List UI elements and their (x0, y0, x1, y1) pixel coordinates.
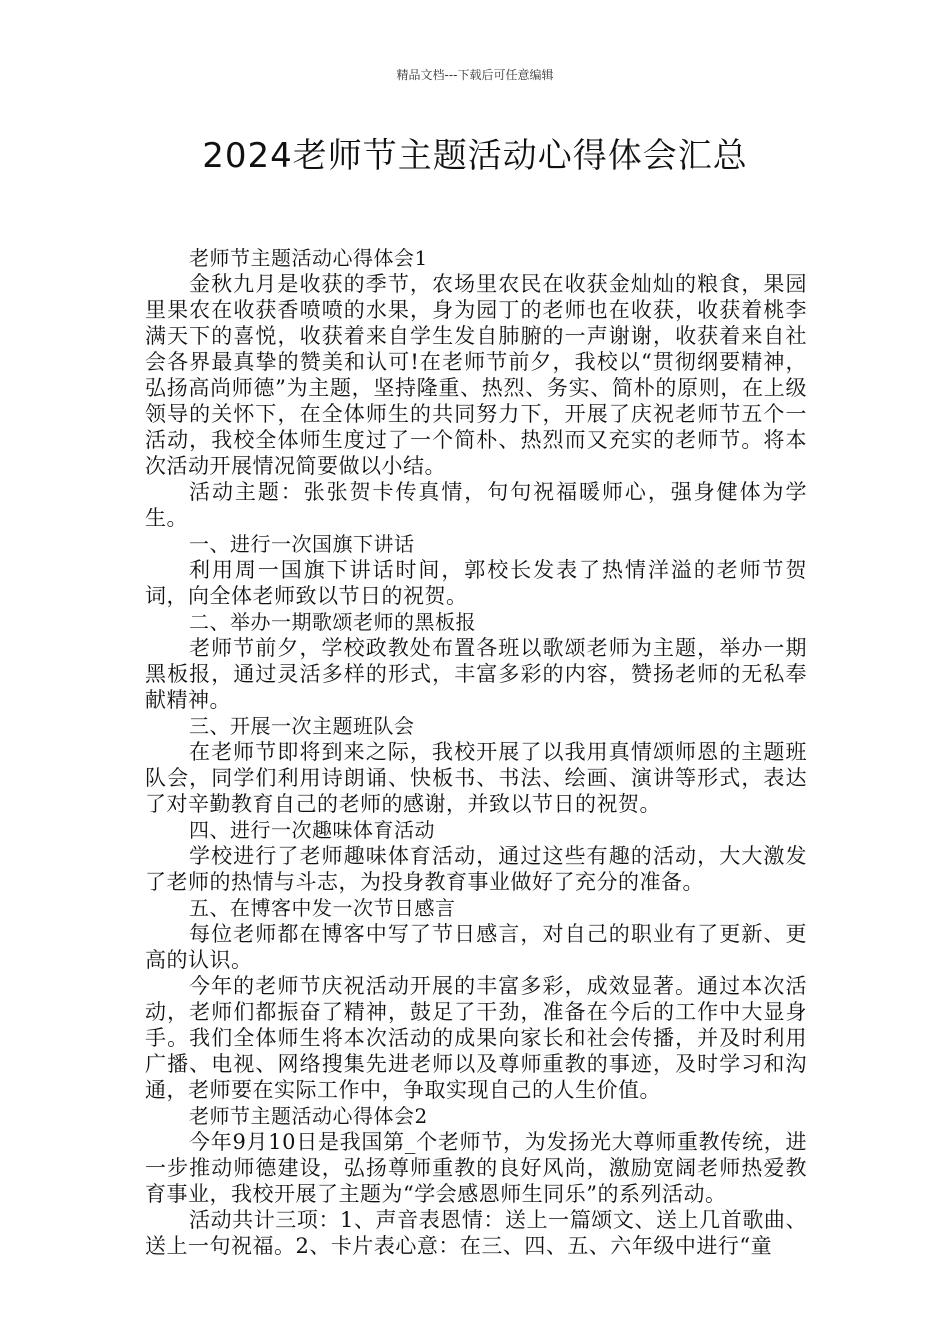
paragraph-summary: 今年的老师节庆祝活动开展的丰富多彩，成效显著。通过本次活动，老师们都振奋了精神，鼓足了干劲，准备在今后的工作中大显身手。我们全体师生将本次活动的成果向家长和社会传播，并及时利用广播、电视、网络搜集先进老师以及尊师重教的事迹，及时学习和沟通，老师要在实际工作中，争取实现自己的人生价值。 (145, 974, 807, 1102)
paragraph-item-2: 老师节前夕，学校政教处布置各班以歌颂老师为主题，举办一期黑板报，通过灵活多样的形式，丰富多彩的内容，赞扬老师的无私奉献精神。 (145, 636, 807, 712)
paragraph-item-5: 每位老师都在博客中写了节日感言，对自己的职业有了更新、更高的认识。 (145, 922, 807, 972)
paragraph-item-3: 在老师节即将到来之际，我校开展了以我用真情颂师恩的主题班队会，同学们利用诗朗诵、快板书、书法、绘画、演讲等形式，表达了对辛勤教育自己的老师的感谢，并致以节日的祝贺。 (145, 740, 807, 816)
paragraph-item-4: 学校进行了老师趣味体育活动，通过这些有趣的活动，大大激发了老师的热情与斗志，为投身教育事业做好了充分的准备。 (145, 844, 807, 894)
paragraph-theme: 活动主题：张张贺卡传真情，句句祝福暖师心，强身健体为学生。 (145, 480, 807, 530)
page-header-watermark: 精品文档---下载后可任意编辑 (396, 68, 554, 82)
item-heading-1: 一、进行一次国旗下讲话 (189, 532, 415, 556)
item-heading-4: 四、进行一次趣味体育活动 (189, 818, 435, 842)
paragraph-section-2-intro: 今年9月10日是我国第_个老师节，为发扬光大尊师重教传统，进一步推动师德建设，弘扬尊师重教的良好风尚，激励宽阔老师热爱教育事业，我校开展了主题为“学会感恩师生同乐”的系列活动。 (145, 1130, 807, 1206)
document-title: 2024老师节主题活动心得体会汇总 (202, 136, 748, 176)
paragraph-item-1: 利用周一国旗下讲话时间，郭校长发表了热情洋溢的老师节贺词，向全体老师致以节日的祝贺。 (145, 558, 807, 608)
section-heading-2: 老师节主题活动心得体会2 (189, 1104, 428, 1128)
paragraph-section-2-activities: 活动共计三项：1、声音表恩情：送上一篇颂文、送上几首歌曲、送上一句祝福。2、卡片表心意：在三、四、五、六年级中进行“童 (145, 1208, 807, 1258)
item-heading-2: 二、举办一期歌颂老师的黑板报 (189, 610, 476, 634)
paragraph-intro: 金秋九月是收获的季节，农场里农民在收获金灿灿的粮食，果园里果农在收获香喷喷的水果，身为园丁的老师也在收获，收获着桃李满天下的喜悦，收获着来自学生发自肺腑的一声谢谢，收获着来自社会各界最真挚的赞美和认可!在老师节前夕，我校以“贯彻纲要精神，弘扬高尚师德”为主题，坚持隆重、热烈、务实、简朴的原则，在上级领导的关怀下，在全体师生的共同努力下，开展了庆祝老师节五个一活动，我校全体师生度过了一个简朴、热烈而又充实的老师节。将本次活动开展情况简要做以小结。 (145, 272, 807, 478)
item-heading-5: 五、在博客中发一次节日感言 (189, 896, 456, 920)
item-heading-3: 三、开展一次主题班队会 (189, 714, 415, 738)
section-heading-1: 老师节主题活动心得体会1 (189, 246, 428, 270)
document-body (145, 245, 807, 1259)
